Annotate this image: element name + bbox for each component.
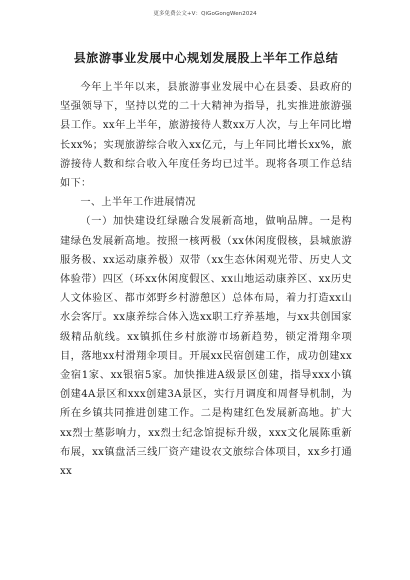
document-title: 县旅游事业发展中心规划发展股上半年工作总结 bbox=[73, 51, 339, 65]
intro-paragraph: 今年上半年以来，县旅游事业发展中心在县委、县政府的坚强领导下，坚持以党的二十大精神为指导，扎实推进旅游强县工作。xx年上半年，旅游接待人数xx万人次，与上年同比增长xx%；实现旅游综合收入xx亿元，与上年同比增长xx%，旅游接待人数和综合收入年度任务均已过半。现将各项工作总结如下： bbox=[60, 82, 352, 190]
section-heading: 一、上半年工作进展情况 bbox=[80, 197, 196, 209]
header-watermark: 更多免费公文+V：QiGoGongWen2024 bbox=[153, 11, 257, 17]
section-body-paragraph: （一）加快建设红绿融合发展新高地，做响品牌。一是构建绿色发展新高地。按照一核两极（xx休闲度假核，县城旅游服务极、xx运动康养极）双带（xx生态休闲观光带、历史人文体验带）四区（环xx休闲度假区、xx山地运动康养区、xx历史人文体验区、都市郊野乡村游憩区）总体布局，着力打造xx山水会客厅。xx康养综合体入选xx职工疗养基地，与xx共创国家级精品航线。xx镇抓住乡村旅游市场新趋势，锁定滑翔伞项目，落地xx村滑翔伞项目。开展xx民宿创建工作，成功创建xx金宿1家、xx银宿5家。加快推进A级景区创建，指导xxx小镇创建4A景区和xxx创建3A景区，实行月调度和周督导机制，为所在乡镇共同推进创建工作。二是构建红色发展新高地。扩大xx烈士墓影响力，xx烈士纪念馆提标升级，xxx文化展陈重新布展，xx镇盘活三线厂资产建设农文旅综合体项目，xx乡打通xx bbox=[60, 216, 352, 478]
document-body bbox=[60, 78, 352, 481]
